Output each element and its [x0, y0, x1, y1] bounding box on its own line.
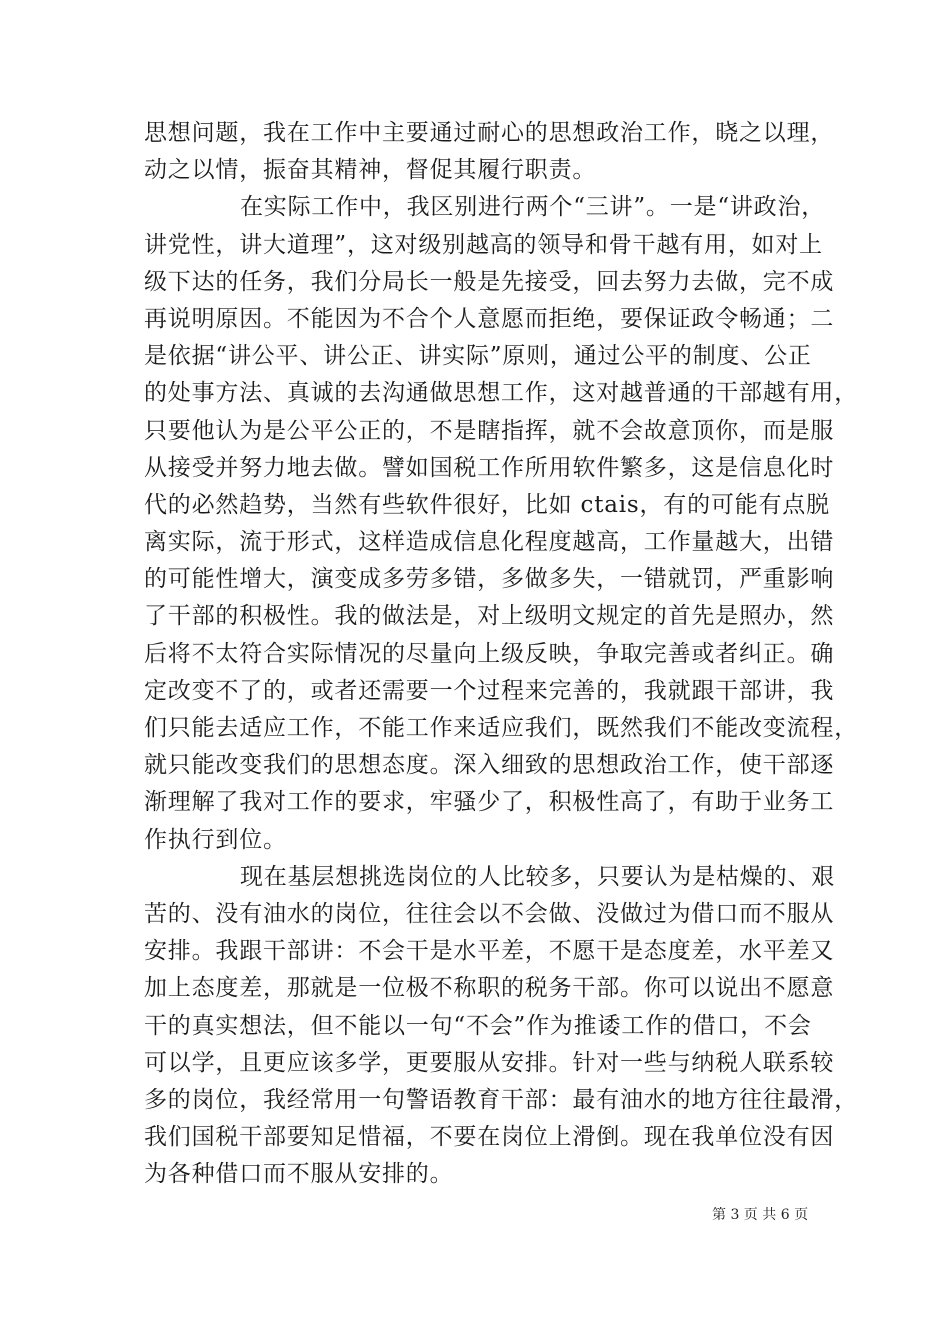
text-line: 为各种借口而不服从安排的。: [144, 1161, 454, 1188]
text-line: 级下达的任务，我们分局长一般是先接受，回去努力去做，完不成: [144, 268, 835, 295]
paragraph-first-line: 现在基层想挑选岗位的人比较多，只要认为是枯燥的、艰: [240, 863, 835, 890]
text-line: 作执行到位。: [144, 826, 287, 853]
text-line: 加上态度差，那就是一位极不称职的税务干部。你可以说出不愿意: [144, 975, 835, 1002]
text-line: 的处事方法、真诚的去沟通做思想工作，这对越普通的干部越有用，: [144, 380, 858, 407]
paragraph-first-line: 在实际工作中，我区别进行两个“三讲”。一是“讲政治，: [240, 194, 826, 221]
text-line: 动之以情，振奋其精神，督促其履行职责。: [144, 157, 597, 184]
text-line: 从接受并努力地去做。譬如国税工作所用软件繁多，这是信息化时: [144, 454, 835, 481]
text-line: 只要他认为是公平公正的，不是瞎指挥，就不会故意顶你，而是服: [144, 417, 835, 444]
text-line: 苦的、没有油水的岗位，往往会以不会做、没做过为借口而不服从: [144, 900, 835, 927]
text-line: 的可能性增大，演变成多劳多错，多做多失，一错就罚，严重影响: [144, 566, 835, 593]
text-line: 我们国税干部要知足惜福，不要在岗位上滑倒。现在我单位没有因: [144, 1124, 835, 1151]
text-line: 可以学，且更应该多学，更要服从安排。针对一些与纳税人联系较: [144, 1049, 835, 1076]
text-line: 思想问题，我在工作中主要通过耐心的思想政治工作，晓之以理，: [144, 120, 835, 146]
text-line: 后将不太符合实际情况的尽量向上级反映，争取完善或者纠正。确: [144, 640, 835, 667]
text-line: 安排。我跟干部讲：不会干是水平差，不愿干是态度差，水平差又: [144, 938, 835, 965]
text-line: 再说明原因。不能因为不合个人意愿而拒绝，要保证政令畅通；二: [144, 305, 835, 332]
text-line: 代的必然趋势，当然有些软件很好，比如 ctais，有的可能有点脱: [144, 491, 830, 518]
body-text: [144, 115, 858, 1193]
text-line: 就只能改变我们的思想态度。深入细致的思想政治工作，使干部逐: [144, 752, 835, 779]
page-number: 第 3 页 共 6 页: [712, 1207, 809, 1223]
text-line: 是依据“讲公平、讲公正、讲实际”原则，通过公平的制度、公正: [144, 343, 812, 370]
text-line: 讲党性，讲大道理”，这对级别越高的领导和骨干越有用，如对上: [144, 231, 823, 258]
text-line: 了干部的积极性。我的做法是，对上级明文规定的首先是照办，然: [144, 603, 835, 630]
text-line: 们只能去适应工作，不能工作来适应我们，既然我们不能改变流程，: [144, 715, 858, 741]
text-line: 离实际，流于形式，这样造成信息化程度越高，工作量越大，出错: [144, 529, 835, 556]
text-line: 干的真实想法，但不能以一句“不会”作为推诿工作的借口，不会: [144, 1012, 812, 1039]
text-line: 定改变不了的，或者还需要一个过程来完善的，我就跟干部讲，我: [144, 677, 835, 704]
text-line: 渐理解了我对工作的要求，牢骚少了，积极性高了，有助于业务工: [144, 789, 835, 816]
text-line: 多的岗位，我经常用一句警语教育干部：最有油水的地方往往最滑，: [144, 1086, 858, 1113]
